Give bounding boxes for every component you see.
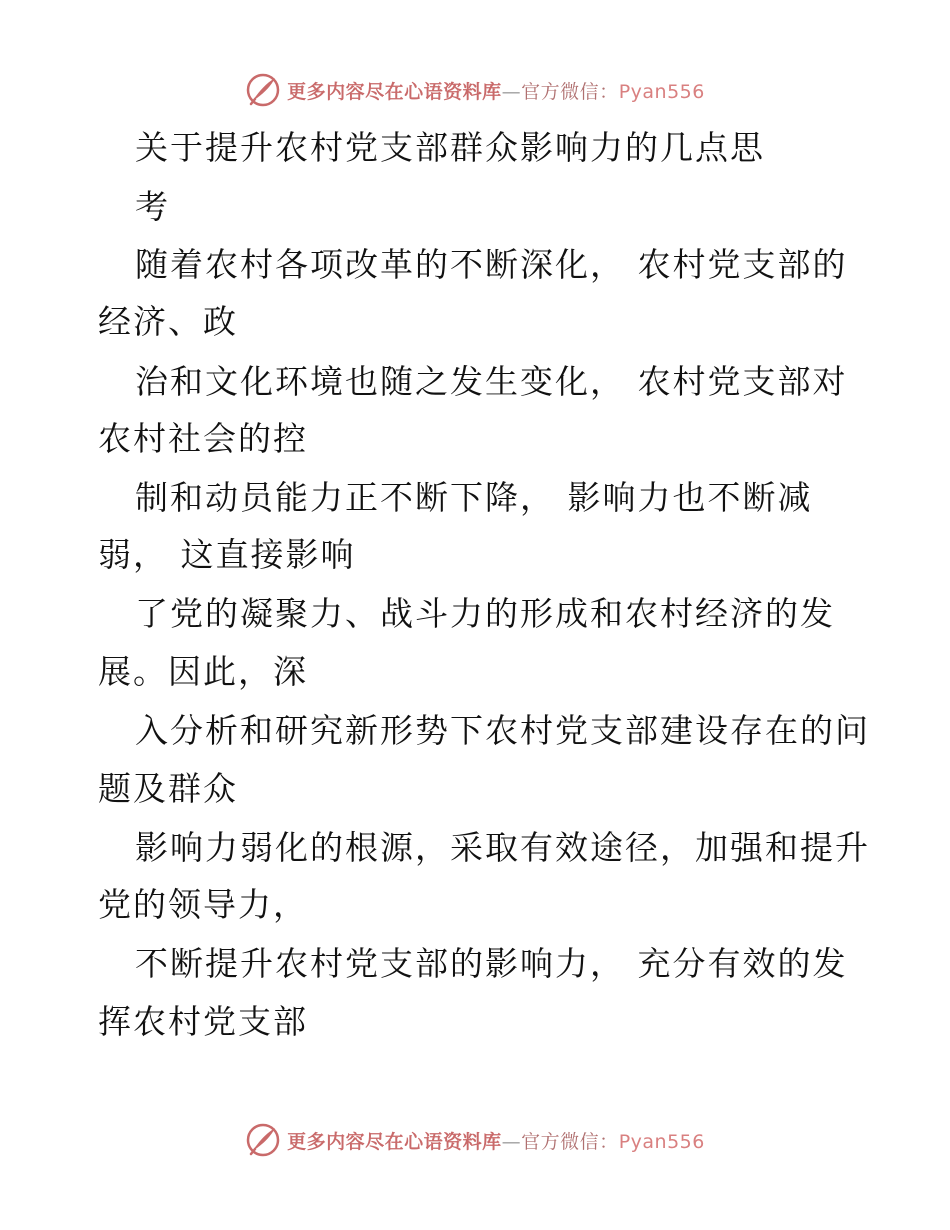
doc-line: 了党的凝聚力、战斗力的形成和农村经济的发 <box>135 594 835 633</box>
doc-line: 随着农村各项改革的不断深化， 农村党支部的 <box>135 245 848 284</box>
banner-wechat-id: Pyan556 <box>618 80 705 103</box>
footer-banner <box>0 1120 950 1160</box>
doc-line: 挥农村党支部 <box>98 1002 308 1041</box>
banner-wechat-id: Pyan556 <box>618 1130 705 1153</box>
banner-sub-text: 官方微信： <box>521 80 619 103</box>
doc-line: 题及群众 <box>98 769 238 808</box>
doc-line: 入分析和研究新形势下农村党支部建设存在的问 <box>135 711 870 750</box>
banner-sub-text: 官方微信： <box>521 1130 619 1153</box>
doc-title-line-2: 考 <box>135 187 170 226</box>
banner-separator: — <box>501 80 522 103</box>
banner-text <box>287 1127 705 1154</box>
quill-logo-icon <box>245 1122 281 1158</box>
doc-title-line-1: 关于提升农村党支部群众影响力的几点思 <box>135 128 765 167</box>
quill-logo-icon <box>245 72 281 108</box>
doc-line: 展。因此，深 <box>98 652 308 691</box>
doc-line: 农村社会的控 <box>98 419 308 458</box>
doc-line: 经济、政 <box>98 302 238 341</box>
banner-text <box>287 77 705 104</box>
doc-line: 不断提升农村党支部的影响力， 充分有效的发 <box>135 944 848 983</box>
doc-line: 党的领导力， <box>98 885 308 924</box>
banner-main-text: 更多内容尽在心语资料库 <box>287 1130 502 1153</box>
header-banner <box>0 70 950 110</box>
doc-line: 制和动员能力正不断下降， 影响力也不断减 <box>135 478 813 517</box>
doc-line: 弱， 这直接影响 <box>98 535 356 574</box>
banner-main-text: 更多内容尽在心语资料库 <box>287 80 502 103</box>
doc-line: 治和文化环境也随之发生变化， 农村党支部对 <box>135 362 848 401</box>
doc-line: 影响力弱化的根源，采取有效途径，加强和提升 <box>135 828 870 867</box>
banner-separator: — <box>501 1130 522 1153</box>
